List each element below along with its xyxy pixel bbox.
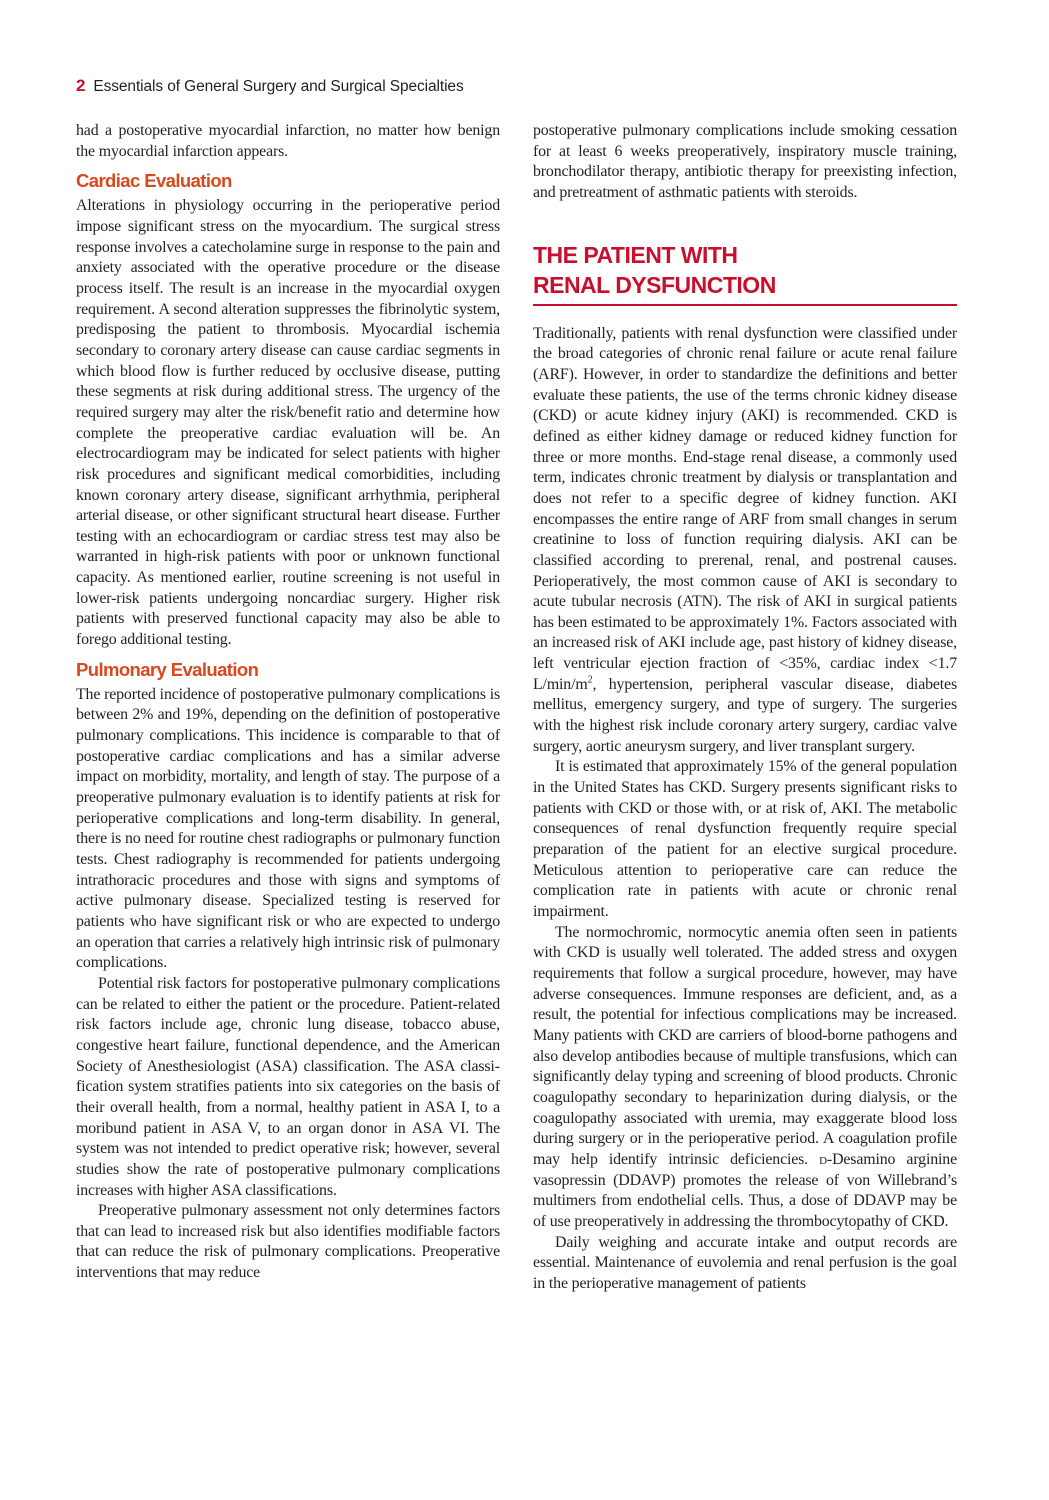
- small-caps-d: d: [819, 1150, 827, 1168]
- renal-paragraph-3-text-a: The normochromic, normocytic anemia often seen in patients with CKD is usually well tolerated. The added stress and oxygen requirements that follow a surgical procedure, however, may have adverse consequences. Immune responses are deficient, and, as a result, the potential for infectious complications may be increased. Many patients with CKD are carriers of blood-borne pathogens and also develop antibodies because of multiple transfusions, which can significantly delay typing and screening of blood products. Chronic coagulopathy secondary to heparinization during dialysis, or the coagulopathy associated with uremia, may exaggerate blood loss during surgery or in the perioperative period. A coagulation profile may help identify intrinsic deficiencies.: [533, 923, 957, 1168]
- pulmonary-paragraph-3: Preoperative pulmonary assessment not only determines factors that can lead to increased risk but also identifies modifiable factors that can reduce the risk of pulmonary complications. Preoperative interventions that may reduce: [76, 1202, 500, 1282]
- renal-heading-line-1: THE PATIENT WITH: [533, 241, 738, 268]
- renal-paragraph-4: Daily weighing and accurate intake and output records are essential. Maintenance of euvolemia and renal perfusion is the goal in the perioperative management of patients: [533, 1233, 957, 1292]
- pulmonary-paragraph-1: The reported incidence of postoperative pulmonary complications is between 2% and 19%, depending on the definition of postoperative pulmonary complications. This incidence is comparable to that of postoperative cardiac complications and has a similar adverse impact on morbidity, mortality, and length of stay. The purpose of a preoperative pulmonary evaluation is to identify patients at risk for perioperative complications and long-term disability. In general, there is no need for routine chest radiographs or pulmonary function tests. Chest radiography is recommended for patients undergoing intrathoracic procedures and those with signs and symptoms of active pulmonary disease. Specialized testing is reserved for patients who have significant risk or who are expected to undergo an operation that carries a relatively high intrinsic risk of pulmonary complications.: [76, 685, 501, 972]
- renal-paragraph-1: [533, 324, 957, 758]
- pulmonary-evaluation-heading: Pulmonary Evaluation: [76, 658, 259, 680]
- superscript-two: 2: [587, 674, 593, 686]
- intro-paragraph: had a postoperative myocardial infarction, no matter how benign the myocardial infarction appears.: [76, 122, 500, 160]
- continued-paragraph: postoperative pulmonary complications include smoking cessation for at least 6 weeks preoperatively, inspiratory muscle training, bronchodilator therapy, antibiotic therapy for preexisting infection, and pretreatment of asthmatic patients with steroids.: [533, 122, 957, 201]
- right-column: [533, 121, 957, 1294]
- heading-spacer: [533, 306, 957, 324]
- book-title: Essentials of General Surgery and Surgical Specialties: [93, 78, 464, 95]
- renal-paragraph-1-text-a: Traditionally, patients with renal dysfunction were classified under the broad categories of chronic renal failure or acute renal failure (ARF). However, in order to standardize the definitions and better evaluate these patients, the use of the terms chronic kidney disease (CKD) or acute kidney injury (AKI) is recommended. CKD is defined as either kidney damage or reduced kidney function for three or more months. End-stage renal disease, a commonly used term, indicates chronic treatment by dialysis or transplantation and does not refer to a specific degree of kidney function. AKI encompasses the entire range of ARF from small changes in serum creatinine to loss of function requiring dialysis. AKI can be classified according to prerenal, renal, and postrenal causes. Perioperatively, the most common cause of AKI is secondary to acute tubular necrosis (ATN). The risk of AKI in surgical patients has been estimated to be approximately 1%. Factors associated with an increased risk of AKI include age, past history of kidney disease, left ventricular ejection fraction of <35%, cardiac index <1.7 L/min/m: [533, 324, 957, 693]
- cardiac-evaluation-heading: Cardiac Evaluation: [76, 170, 232, 192]
- pulmonary-paragraph-2: Potential risk factors for postoperative pulmonary complications can be related to either the patient or the procedure. Patient-related risk factors include age, chronic lung disease, tobacco abuse, congestive heart failure, functional dependence, and the American Society of Anesthesiologist (ASA) classification. The ASA classification system stratifies patients into six categories on the basis of their overall health, from a normal, healthy patient in ASA I, to a moribund patient in ASA V, to an organ donor in ASA VI. The system was not intended to predict operative risk; however, several studies show the rate of postoperative pulmonary complications increases with higher ASA classifications.: [76, 974, 500, 1199]
- running-head: [76, 76, 464, 96]
- renal-paragraph-2: It is estimated that approximately 15% of the general population in the United States has CKD. Surgery presents significant risks to patients with CKD or those with, or at risk of, AKI. The metabolic consequences of renal dysfunction frequently require special preparation of the patient for an elective surgical procedure. Meticulous attention to perioperative care can reduce the complication rate in patients with acute or chronic renal impairment.: [533, 758, 957, 920]
- renal-paragraph-3: [533, 923, 957, 1233]
- cardiac-paragraph: Alterations in physiology occurring in the perioperative period impose significant stress on the myocardium. The surgical stress response involves a catecholamine surge in response to the pain and anxiety associated with the operative procedure or the disease process itself. The result is an increase in the myocardial oxygen requirement. A second alteration suppresses the fibrinolytic system, predisposing the patient to thrombosis. Myocardial ischemia secondary to coronary artery disease can cause cardiac segments in which blood flow is further reduced by occlusive disease, putting these segments at risk during additional stress. The urgency of the required surgery may alter the risk/benefit ratio and determine how complete the preoperative cardiac evaluation will be. An electrocardiogram may be indicated for select patients with higher risk procedures and significant medical comorbidities, including known coronary artery disease, significant arrhythmia, peripheral arterial disease, or other significant structural heart disease. Further testing with an echocardiogram or cardiac stress test may also be warranted in high-risk patients with poor or unknown functional capacity. As mentioned earlier, routine screening is not useful in lower-risk patients undergoing noncardiac surgery. Higher risk patients with preserved functional capacity may also be able to forego additional testing.: [76, 197, 500, 649]
- renal-section-heading: [533, 240, 957, 306]
- renal-heading-line-2: RENAL DYSFUNCTION: [533, 271, 776, 298]
- page-number: 2: [76, 76, 86, 95]
- renal-paragraph-1-text-b: , hypertension, peripheral vascular disease, diabetes mellitus, emergency surgery, and type of surgery. The surgeries with the highest risk include coronary artery surgery, cardiac valve surgery, aortic aneurysm surgery, and liver transplant surgery.: [533, 675, 957, 755]
- left-column: [76, 121, 500, 1284]
- renal-paragraph-3-text-b: -Desamino arginine vasopressin (DDAVP) promotes the release of von Willebrand’s multimers from endothelial cells. Thus, a dose of DDAVP may be of use preoperatively in addressing the thrombocytopathy of CKD.: [533, 1150, 957, 1230]
